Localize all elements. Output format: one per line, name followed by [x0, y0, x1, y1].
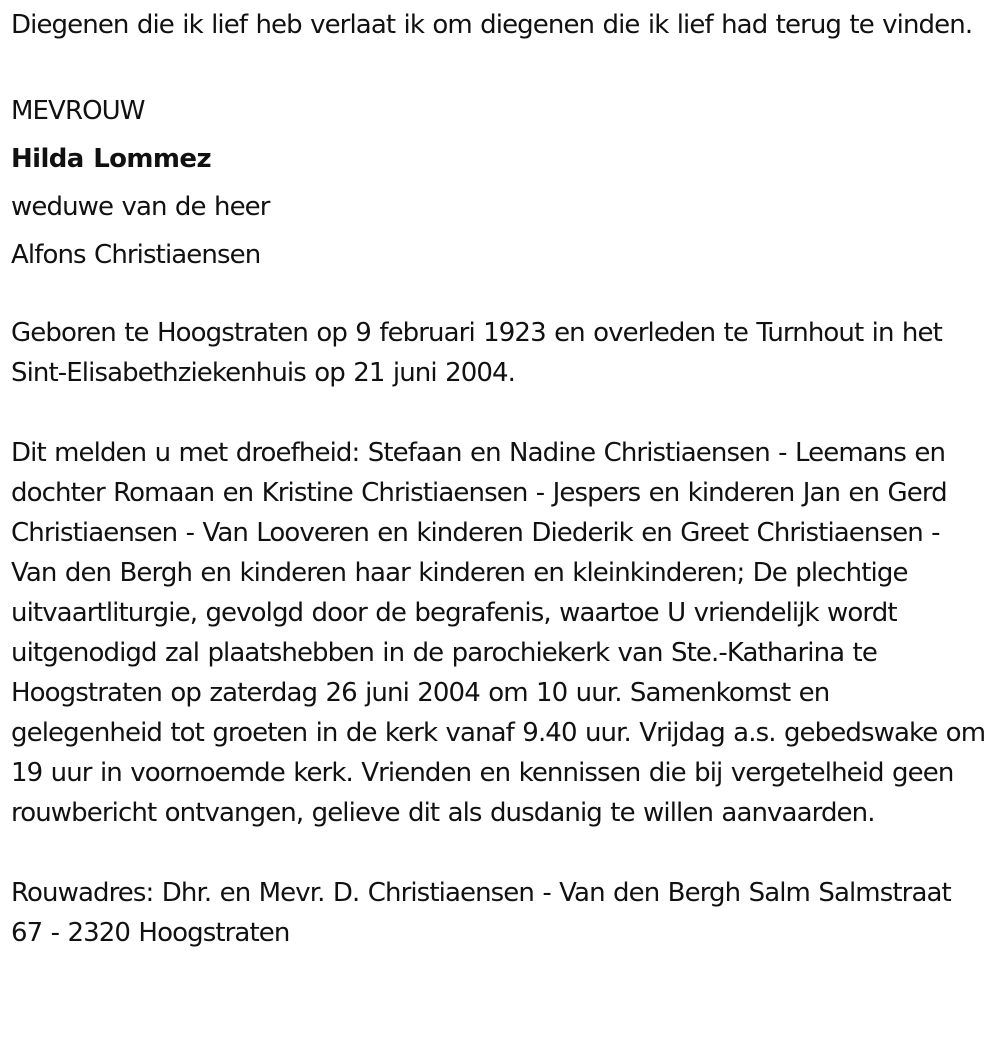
mourning-address: Rouwadres: Dhr. en Mevr. D. Christiaensen - Van den Bergh Salm Salmstraat 67 - 2320 Hoogstraten [11, 878, 951, 948]
relation-text: weduwe van de heer [11, 192, 270, 222]
deceased-name: Hilda Lommez [11, 144, 211, 174]
spouse-name: Alfons Christiaensen [11, 240, 261, 270]
announcement-paragraph: Dit melden u met droefheid: Stefaan en Nadine Christiaensen - Leemans en dochter Romaan en Kristine Christiaensen - Jespers en kinderen Jan en Gerd Christiaensen - Van Looveren en kinderen Diederik en Greet Christiaensen - Van den Bergh en kinderen haar kinderen en kleinkinderen; De plechtige uitvaartliturgie, gevolgd door de begrafenis, waartoe U vriendelijk wordt uitgenodigd zal plaatshebben in de parochiekerk van Ste.-Katharina te Hoogstraten op zaterdag 26 juni 2004 om 10 uur. Samenkomst en gelegenheid tot groeten in de kerk vanaf 9.40 uur. Vrijdag a.s. gebedswake om 19 uur in voornoemde kerk. Vrienden en kennissen die bij vergetelheid geen rouwbericht ontvangen, gelieve dit als dusdanig te willen aanvaarden. [11, 438, 986, 828]
honorific-title: MEVROUW [11, 96, 145, 126]
opening-quote: Diegenen die ik lief heb verlaat ik om diegenen die ik lief had terug te vinden. [11, 10, 973, 40]
birth-death-paragraph: Geboren te Hoogstraten op 9 februari 1923 en overleden te Turnhout in het Sint-Elisabethziekenhuis op 21 juni 2004. [11, 318, 942, 388]
obituary-document [11, 0, 986, 953]
